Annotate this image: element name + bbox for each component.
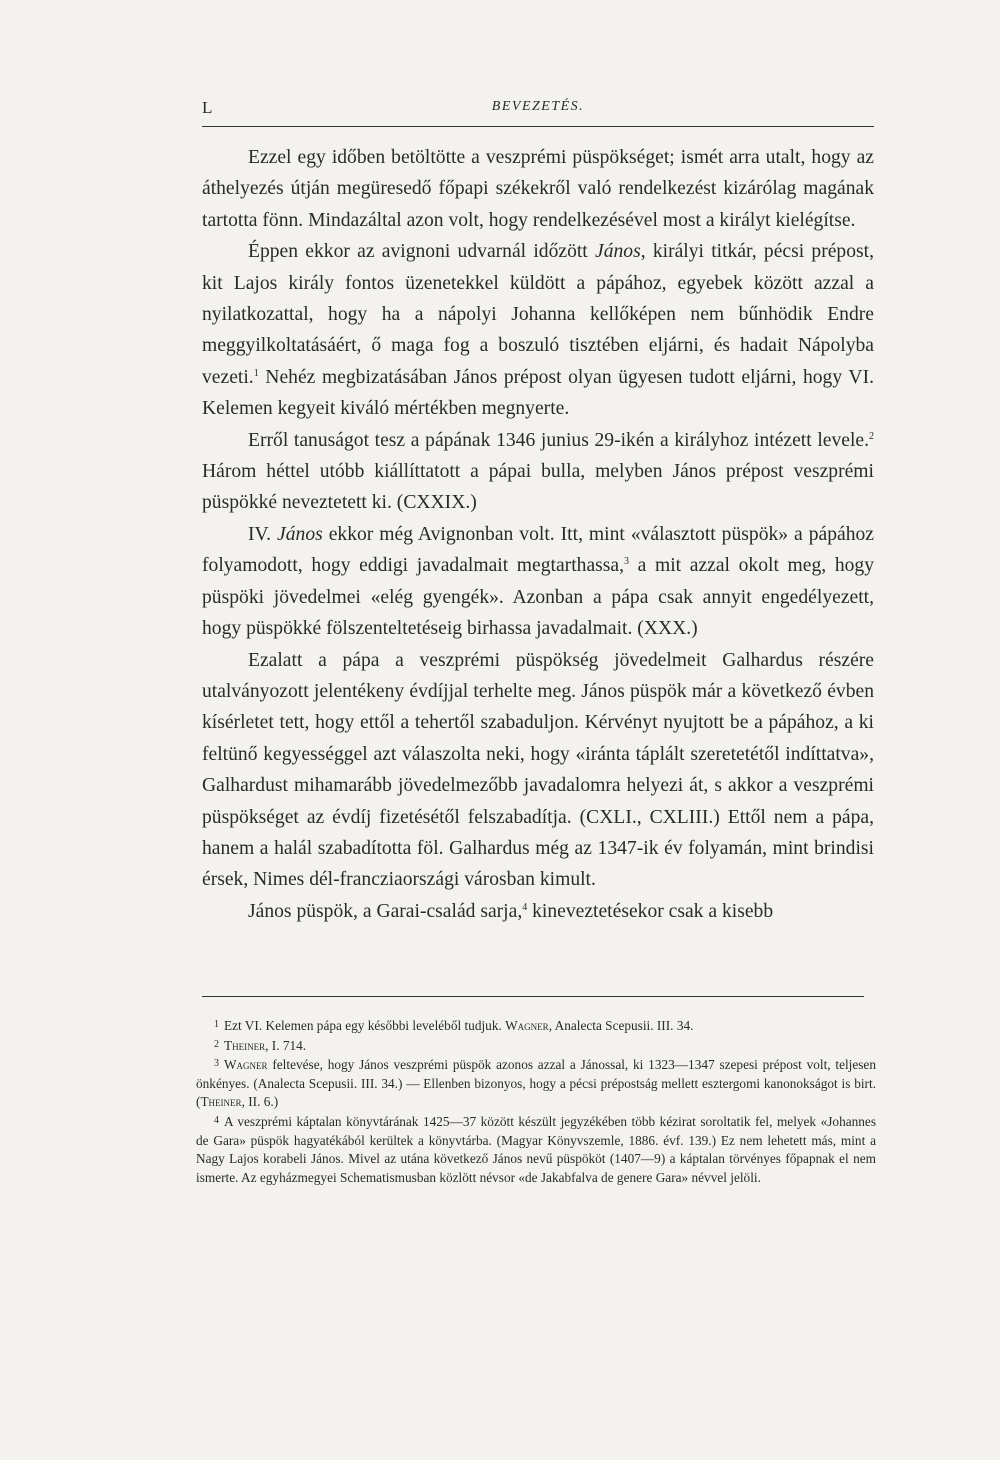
paragraph-2-text-c: Nehéz megbizatásában János prépost olyan ügyesen tudott eljárni, hogy VI. Kelemen kegyeit kiváló mértékben megnyerte.: [202, 366, 874, 420]
paragraph-6-text-b: kineveztetésekor csak a kisebb: [527, 900, 774, 922]
footnote-4-text: A veszprémi káptalan könyvtárának 1425—37 között készült jegyzékében több kézirat soroltatik fel, melyek «Johannes de Gara» püspök hagyatékából kerültek a könyvtárba. (Magyar Könyvszemle, 1886. évf. 139.) Ez nem lehetett más, mint a Nagy Lajos korabeli János. Mivel az utána következő János nevű püspököt (1407—9) a káptalan törvényes főpapnak el nem ismerte. Az egyházmegyei Schematismusban közlött névsor «de Jakabfalva de genere Gara» névvel jelöli.: [196, 1113, 876, 1185]
paragraph-6-text-a: János püspök, a Garai-család sarja,: [248, 900, 523, 922]
paragraph-1: [202, 142, 874, 236]
running-title: BEVEZETÉS.: [491, 99, 585, 114]
footnote-2-author: Theiner: [224, 1037, 266, 1053]
footnote-4-number: 4: [214, 1114, 219, 1126]
footnote-3-author-2: Theiner: [200, 1094, 242, 1110]
footnote-3-text-b: , II. 6.): [241, 1094, 279, 1110]
footnote-4: [196, 1112, 876, 1187]
footnote-3: [196, 1055, 876, 1112]
paragraph-1-text: Ezzel egy időben betöltötte a veszprémi püspökséget; ismét arra utalt, hogy az áthelyezés útján megüresedő főpapi székekről való rendelkezést kizárólag magának tartotta fönn. Mindazáltal azon volt, hogy rendelkezésével most a királyt kielégítse.: [202, 147, 874, 231]
paragraph-4-name: János: [277, 523, 323, 545]
paragraph-2-text-a: Éppen ekkor az avignoni udvarnál időzött: [248, 241, 595, 263]
footnote-ref-4: 4: [522, 901, 528, 913]
page-number: L: [202, 98, 213, 117]
footnote-2-number: 2: [214, 1038, 219, 1050]
paragraph-2-text-b: , királyi titkár, pécsi prépost, kit Lajos király fontos üzenetekkel küldött a pápához, egyebek között azzal a nyilatkozattal, hogy ha a nápolyi Johanna kellőképen nem bűnhödik Endre meggyilkoltatásáért, ő maga fog a boszuló tisztében eljárni, és hadait Nápolyba vezeti.: [202, 241, 874, 388]
running-head: [202, 96, 874, 127]
footnote-3-number: 3: [214, 1058, 219, 1070]
paragraph-4-text-c: a mit azzal okolt meg, hogy püspöki jövedelmei «elég gyengék». Azonban a pápa csak annyit engedélyezett, hogy püspökké fölszenteltetéseig birhassa javadalmait. (XXX.): [202, 555, 875, 640]
paragraph-3-text-a: Erről tanuságot tesz a pápának 1346 junius 29-ikén a királyhoz intézett levele.: [248, 429, 869, 451]
footnote-2: [196, 1036, 876, 1056]
footnote-1: [196, 1016, 876, 1036]
paragraph-6: [202, 896, 874, 927]
footnote-divider: [202, 996, 864, 997]
footnote-1-number: 1: [214, 1019, 219, 1030]
footnote-1-author: Wagner: [505, 1018, 549, 1033]
footnote-1-text-a: Ezt VI. Kelemen pápa egy későbbi leveléből tudjuk.: [224, 1018, 506, 1033]
paragraph-5: [202, 645, 874, 896]
body-text: [202, 142, 874, 927]
footnote-ref-2: 2: [869, 430, 874, 442]
footnote-2-text: , I. 714.: [265, 1037, 307, 1053]
footnote-3-text-a: feltevése, hogy János veszprémi püspök azonos azzal a Jánossal, ki 1323—1347 szepesi prépost volt, teljesen önkényes. (Analecta Scepusii. III. 34.) — Ellenben bizonyos, hogy a pécsi prépostság mellett esztergomi kanonokságot is birt. (: [196, 1057, 876, 1110]
paragraph-2-name: János: [595, 241, 641, 263]
footnote-ref-3: 3: [624, 556, 629, 568]
footnotes: [196, 1016, 876, 1187]
paragraph-3: [202, 425, 874, 519]
paragraph-4-text-a: IV.: [248, 523, 278, 545]
paragraph-4: [202, 519, 874, 645]
footnote-3-author: Wagner: [224, 1057, 268, 1073]
footnote-1-text-b: , Analecta Scepusii. III. 34.: [548, 1018, 694, 1033]
paragraph-5-text: Ezalatt a pápa a veszprémi püspökség jövedelmeit Galhardus részére utalványozott jelentékeny évdíjjal terhelte meg. János püspök már a következő évben kísérletet tett, hogy ettől a tehertől szabaduljon. Kérvényt nyujtott be a pápához, a ki feltünő kegyességgel azt válaszolta neki, hogy «iránta táplált szeretetétől indíttatva», Galhardust mihamarább jövedelmezőbb javadalomra helyezi át, s akkor a veszprémi püspökséget az évdíj fizetésétől felszabadítja. (CXLI., CXLIII.) Ettől nem a pápa, hanem a halál szabadította föl. Galhardus még az 1347-ik év folyamán, mint brindisi érsek, Nimes dél-francziaországi városban kimult.: [202, 649, 874, 891]
paragraph-4-text-b: ekkor még Avignonban volt. Itt, mint «választott püspök» a pápához folyamodott, hogy eddigi javadalmait megtarthassa,: [202, 523, 875, 577]
paragraph-2: [202, 236, 874, 424]
paragraph-3-text-b: Három héttel utóbb kiállíttatott a pápai bulla, melyben János prépost veszprémi püspökké neveztetett ki. (CXXIX.): [202, 461, 874, 514]
footnote-ref-1: 1: [253, 367, 259, 379]
